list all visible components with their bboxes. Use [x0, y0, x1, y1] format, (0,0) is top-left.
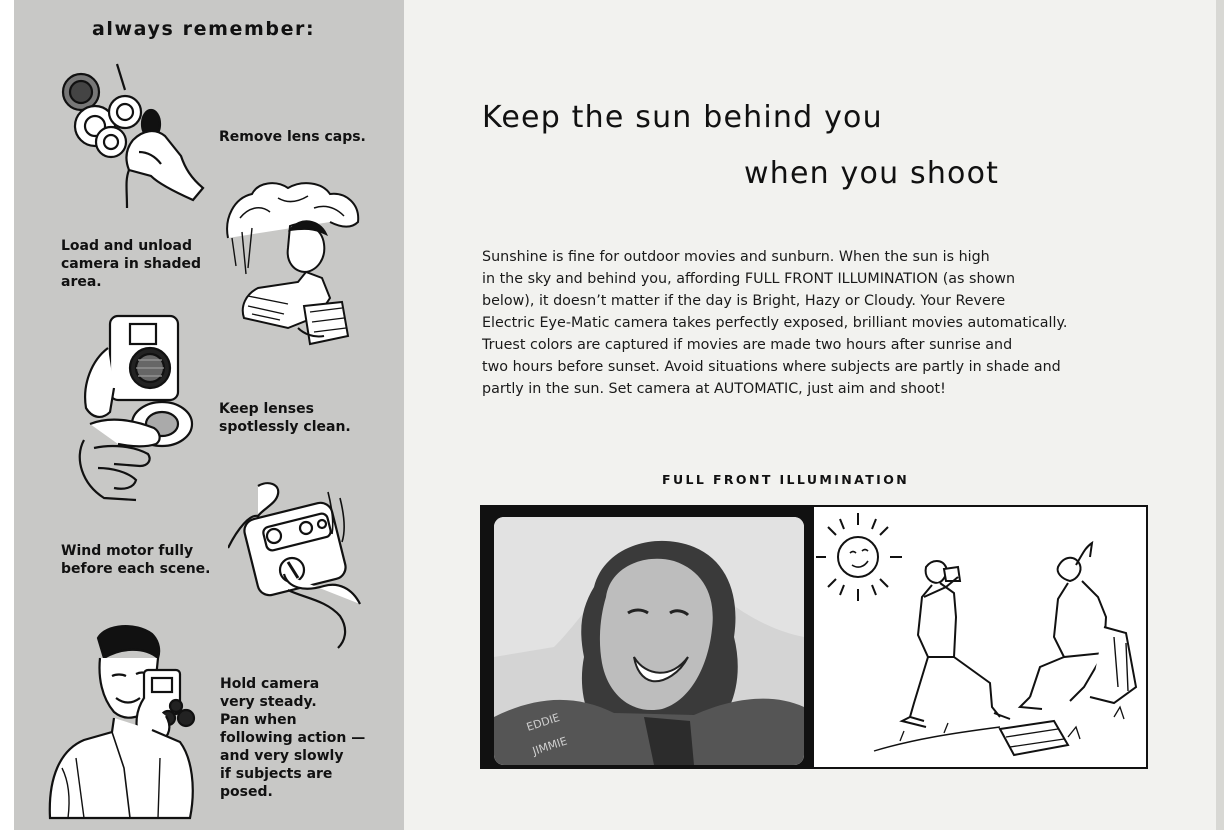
body-line: two hours before sunset. Avoid situations where subjects are partly in shade and	[482, 359, 1061, 375]
basket-drawing	[1000, 721, 1068, 755]
body-line: in the sky and behind you, affording FULL FRONT ILLUMINATION (as shown	[482, 271, 1016, 287]
body-paragraph	[482, 246, 1132, 400]
smiling-woman-photo	[494, 517, 804, 765]
tip-hold-camera-steady: Hold camera very steady. Pan when following action — and very slowly if subjects are posed.	[220, 676, 366, 800]
page-edge	[1216, 0, 1224, 830]
man-filming-illustration	[40, 618, 212, 828]
figure-caption: FULL FRONT ILLUMINATION	[662, 472, 910, 487]
tip-keep-lenses-clean: Keep lenses spotlessly clean.	[219, 401, 351, 435]
sun-icon	[816, 513, 902, 601]
lens-caps-illustration	[55, 60, 205, 208]
sun-behind-photographer-drawing	[814, 507, 1146, 767]
title-line-2: when you shoot	[744, 156, 1000, 191]
woman-portrait	[494, 517, 804, 765]
tip-wind-motor: Wind motor fully before each scene.	[61, 543, 211, 577]
shaded-loading-illustration	[218, 178, 368, 353]
title-line-1: Keep the sun behind you	[482, 100, 883, 135]
photographer-figure	[902, 561, 1010, 727]
left-heading: always remember:	[92, 18, 316, 40]
body-line: Truest colors are captured if movies are made two hours after sunrise and	[482, 337, 1013, 353]
tip-load-unload: Load and unload camera in shaded area.	[61, 238, 201, 290]
tip-remove-lens-caps: Remove lens caps.	[219, 129, 366, 145]
jersey-text: EDDIE	[524, 710, 562, 734]
body-line: Sunshine is fine for outdoor movies and sunburn. When the sun is high	[482, 249, 990, 265]
body-line: below), it doesn’t matter if the day is Bright, Hazy or Cloudy. Your Revere	[482, 293, 1006, 309]
seated-woman-figure	[1020, 543, 1136, 709]
illumination-figure	[480, 505, 1148, 769]
jersey-text: JIMMIE	[530, 734, 569, 758]
photo-frame	[482, 507, 814, 767]
wind-motor-illustration	[228, 478, 366, 653]
body-line: partly in the sun. Set camera at AUTOMATIC, just aim and shoot!	[482, 381, 946, 397]
lens-cleaning-illustration	[78, 308, 202, 508]
body-line: Electric Eye-Matic camera takes perfectly exposed, brilliant movies automatically.	[482, 315, 1068, 331]
